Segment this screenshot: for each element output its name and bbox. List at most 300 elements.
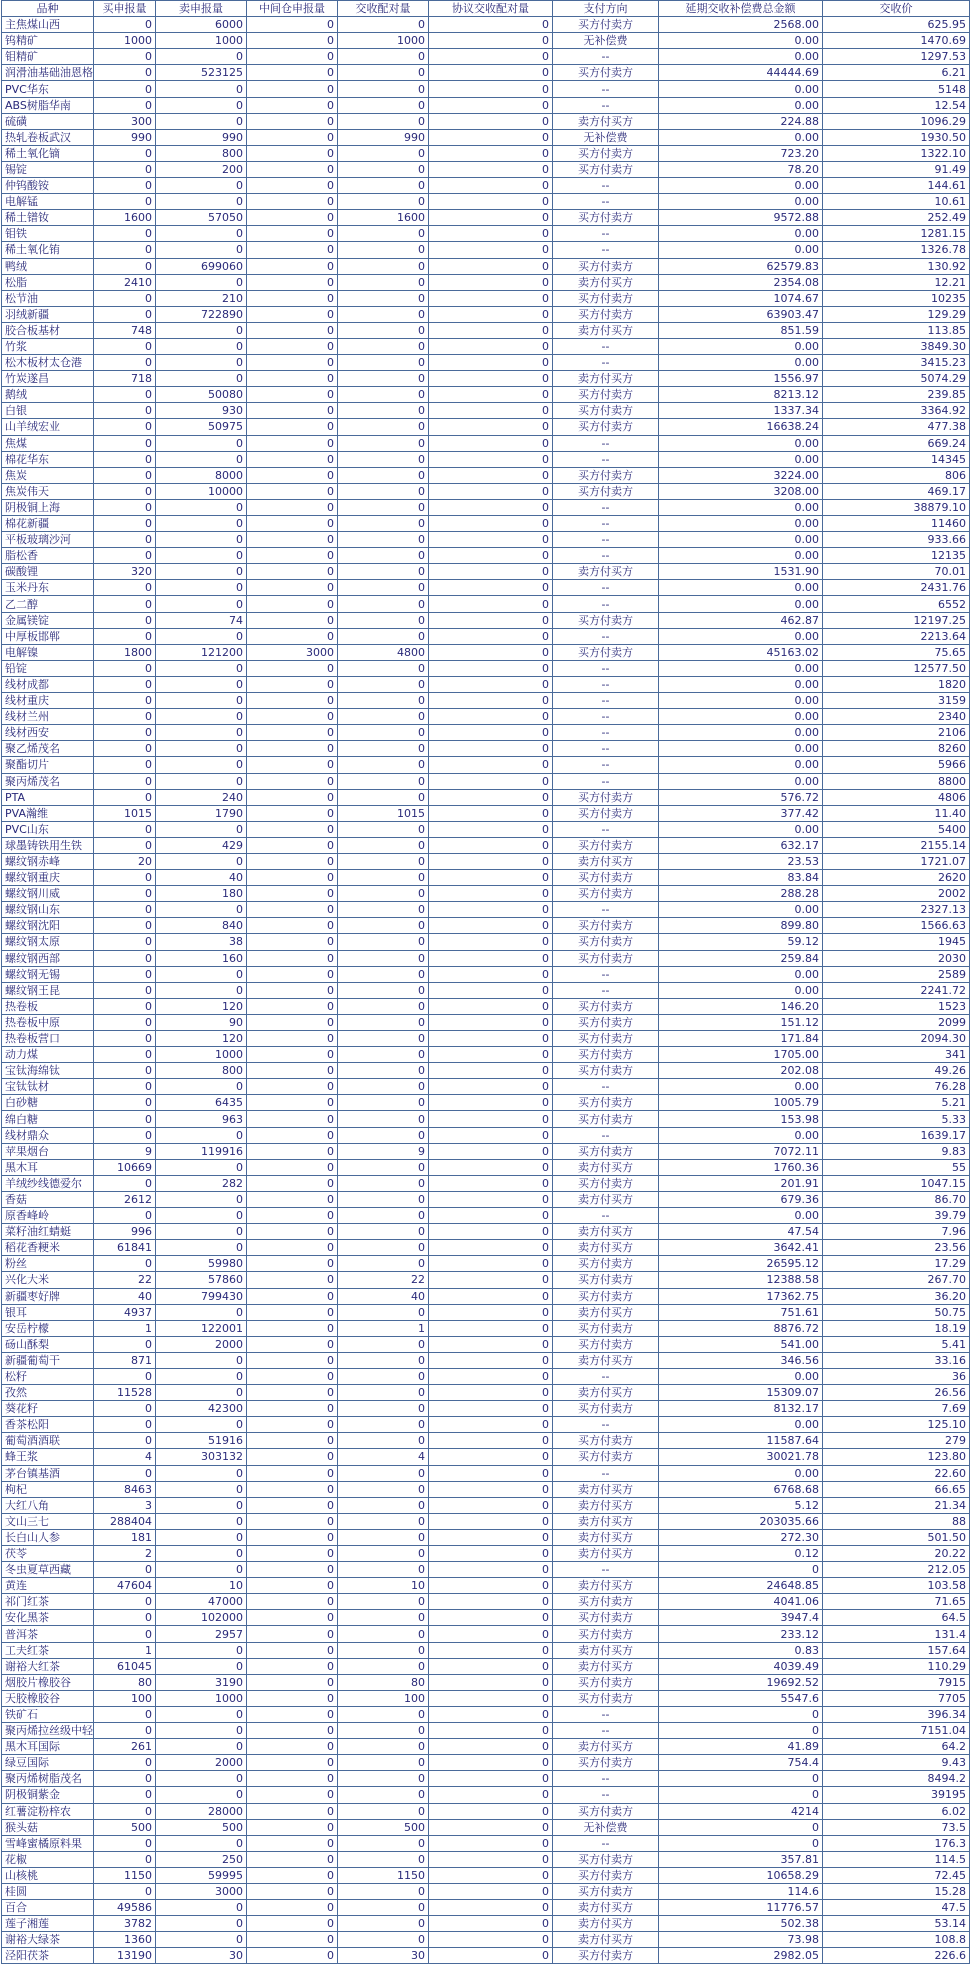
matched-qty-cell: 0 — [338, 757, 429, 773]
product-cell: 山羊绒宏业 — [2, 419, 94, 435]
pay-direction-cell: 买方付卖方 — [553, 1433, 659, 1449]
matched-qty-cell: 0 — [338, 274, 429, 290]
pay-direction-cell: 卖方付买方 — [553, 1224, 659, 1240]
compensation-amount-cell: 1005.79 — [659, 1095, 823, 1111]
matched-qty-cell: 0 — [338, 1610, 429, 1626]
matched-qty-cell: 0 — [338, 1497, 429, 1513]
middle-qty-cell: 0 — [247, 387, 338, 403]
table-row — [2, 1594, 970, 1610]
agreement-qty-cell: 0 — [429, 194, 553, 210]
matched-qty-cell: 0 — [338, 1787, 429, 1803]
compensation-amount-cell: 259.84 — [659, 950, 823, 966]
compensation-amount-cell: 30021.78 — [659, 1449, 823, 1465]
sell-qty-cell: 0 — [156, 194, 247, 210]
header-cell: 交收价 — [823, 1, 970, 17]
compensation-amount-cell: 8213.12 — [659, 387, 823, 403]
middle-qty-cell: 0 — [247, 966, 338, 982]
middle-qty-cell: 0 — [247, 1208, 338, 1224]
buy-qty-cell: 0 — [94, 516, 156, 532]
table-row — [2, 1433, 970, 1449]
product-cell: 螺纹钢山东 — [2, 902, 94, 918]
product-cell: 鸭绒 — [2, 258, 94, 274]
product-cell: 主焦煤山西 — [2, 17, 94, 33]
middle-qty-cell: 0 — [247, 1352, 338, 1368]
settlement-price-cell: 110.29 — [823, 1658, 970, 1674]
compensation-amount-cell: 357.81 — [659, 1851, 823, 1867]
matched-qty-cell: 0 — [338, 628, 429, 644]
agreement-qty-cell: 0 — [429, 1385, 553, 1401]
buy-qty-cell: 0 — [94, 1723, 156, 1739]
settlement-price-cell: 2106 — [823, 725, 970, 741]
table-row — [2, 532, 970, 548]
settlement-price-cell: 12.21 — [823, 274, 970, 290]
matched-qty-cell: 0 — [338, 934, 429, 950]
sell-qty-cell: 28000 — [156, 1803, 247, 1819]
table-row — [2, 966, 970, 982]
table-row — [2, 950, 970, 966]
buy-qty-cell: 0 — [94, 435, 156, 451]
pay-direction-cell: 卖方付买方 — [553, 1481, 659, 1497]
pay-direction-cell: 买方付卖方 — [553, 17, 659, 33]
buy-qty-cell: 0 — [94, 1336, 156, 1352]
product-cell: 润滑油基础油恩格 — [2, 65, 94, 81]
sell-qty-cell: 0 — [156, 821, 247, 837]
pay-direction-cell: 卖方付买方 — [553, 371, 659, 387]
compensation-amount-cell: 0.00 — [659, 97, 823, 113]
settlement-price-cell: 5400 — [823, 821, 970, 837]
product-cell: 棉花华东 — [2, 451, 94, 467]
product-cell: 螺纹钢无锡 — [2, 966, 94, 982]
settlement-price-cell: 71.65 — [823, 1594, 970, 1610]
settlement-price-cell: 2002 — [823, 886, 970, 902]
pay-direction-cell: 卖方付买方 — [553, 1191, 659, 1207]
table-row — [2, 1578, 970, 1594]
buy-qty-cell: 0 — [94, 966, 156, 982]
agreement-qty-cell: 0 — [429, 950, 553, 966]
buy-qty-cell: 11528 — [94, 1385, 156, 1401]
table-row — [2, 709, 970, 725]
product-cell: 电解镍 — [2, 644, 94, 660]
middle-qty-cell: 0 — [247, 1014, 338, 1030]
settlement-price-cell: 113.85 — [823, 322, 970, 338]
product-cell: 平板玻璃沙河 — [2, 532, 94, 548]
table-row — [2, 1031, 970, 1047]
compensation-amount-cell: 10658.29 — [659, 1867, 823, 1883]
matched-qty-cell: 1015 — [338, 805, 429, 821]
matched-qty-cell: 0 — [338, 419, 429, 435]
sell-qty-cell: 2000 — [156, 1755, 247, 1771]
table-row — [2, 210, 970, 226]
matched-qty-cell: 0 — [338, 483, 429, 499]
middle-qty-cell: 0 — [247, 1368, 338, 1384]
sell-qty-cell: 6000 — [156, 17, 247, 33]
buy-qty-cell: 0 — [94, 1465, 156, 1481]
middle-qty-cell: 0 — [247, 435, 338, 451]
middle-qty-cell: 0 — [247, 950, 338, 966]
pay-direction-cell: 卖方付买方 — [553, 1240, 659, 1256]
agreement-qty-cell: 0 — [429, 355, 553, 371]
sell-qty-cell: 0 — [156, 1642, 247, 1658]
pay-direction-cell: -- — [553, 693, 659, 709]
sell-qty-cell: 0 — [156, 628, 247, 644]
buy-qty-cell: 0 — [94, 1594, 156, 1610]
sell-qty-cell: 0 — [156, 902, 247, 918]
middle-qty-cell: 0 — [247, 789, 338, 805]
sell-qty-cell: 0 — [156, 982, 247, 998]
matched-qty-cell: 0 — [338, 1224, 429, 1240]
agreement-qty-cell: 0 — [429, 1642, 553, 1658]
matched-qty-cell: 4 — [338, 1449, 429, 1465]
header-cell: 买申报量 — [94, 1, 156, 17]
compensation-amount-cell: 233.12 — [659, 1626, 823, 1642]
table-row — [2, 1449, 970, 1465]
table-row — [2, 1497, 970, 1513]
buy-qty-cell: 1150 — [94, 1867, 156, 1883]
agreement-qty-cell: 0 — [429, 387, 553, 403]
sell-qty-cell: 429 — [156, 837, 247, 853]
buy-qty-cell: 2612 — [94, 1191, 156, 1207]
buy-qty-cell: 0 — [94, 1208, 156, 1224]
agreement-qty-cell: 0 — [429, 837, 553, 853]
table-row — [2, 1690, 970, 1706]
product-cell: 新疆葡萄干 — [2, 1352, 94, 1368]
middle-qty-cell: 0 — [247, 1835, 338, 1851]
middle-qty-cell: 0 — [247, 65, 338, 81]
pay-direction-cell: 卖方付买方 — [553, 1932, 659, 1948]
matched-qty-cell: 0 — [338, 1304, 429, 1320]
table-row — [2, 1385, 970, 1401]
middle-qty-cell: 0 — [247, 306, 338, 322]
middle-qty-cell: 0 — [247, 693, 338, 709]
pay-direction-cell: -- — [553, 1787, 659, 1803]
middle-qty-cell: 0 — [247, 1175, 338, 1191]
agreement-qty-cell: 0 — [429, 789, 553, 805]
table-row — [2, 596, 970, 612]
matched-qty-cell: 0 — [338, 1465, 429, 1481]
middle-qty-cell: 0 — [247, 532, 338, 548]
buy-qty-cell: 0 — [94, 1803, 156, 1819]
compensation-amount-cell: 0.00 — [659, 725, 823, 741]
buy-qty-cell: 0 — [94, 403, 156, 419]
sell-qty-cell: 0 — [156, 1352, 247, 1368]
agreement-qty-cell: 0 — [429, 1867, 553, 1883]
table-row — [2, 1401, 970, 1417]
settlement-price-cell: 47.5 — [823, 1900, 970, 1916]
sell-qty-cell: 102000 — [156, 1610, 247, 1626]
pay-direction-cell: 无补偿费 — [553, 1819, 659, 1835]
product-cell: 烟胶片橡胶谷 — [2, 1674, 94, 1690]
compensation-amount-cell: 203035.66 — [659, 1513, 823, 1529]
middle-qty-cell: 0 — [247, 1079, 338, 1095]
compensation-amount-cell: 679.36 — [659, 1191, 823, 1207]
pay-direction-cell: 卖方付买方 — [553, 1900, 659, 1916]
middle-qty-cell: 0 — [247, 371, 338, 387]
pay-direction-cell: 卖方付买方 — [553, 1385, 659, 1401]
matched-qty-cell: 0 — [338, 145, 429, 161]
buy-qty-cell: 0 — [94, 1031, 156, 1047]
matched-qty-cell: 0 — [338, 1706, 429, 1722]
settlement-price-cell: 88 — [823, 1513, 970, 1529]
settlement-price-cell: 396.34 — [823, 1706, 970, 1722]
compensation-amount-cell: 17362.75 — [659, 1288, 823, 1304]
matched-qty-cell: 0 — [338, 741, 429, 757]
matched-qty-cell: 0 — [338, 1191, 429, 1207]
settlement-price-cell: 8494.2 — [823, 1771, 970, 1787]
agreement-qty-cell: 0 — [429, 1401, 553, 1417]
settlement-price-cell: 2155.14 — [823, 837, 970, 853]
compensation-amount-cell: 0.00 — [659, 516, 823, 532]
middle-qty-cell: 0 — [247, 1851, 338, 1867]
pay-direction-cell: 卖方付买方 — [553, 1529, 659, 1545]
settlement-price-cell: 5148 — [823, 81, 970, 97]
agreement-qty-cell: 0 — [429, 1835, 553, 1851]
table-row — [2, 902, 970, 918]
matched-qty-cell: 10 — [338, 1578, 429, 1594]
compensation-amount-cell: 114.6 — [659, 1883, 823, 1899]
pay-direction-cell: 买方付卖方 — [553, 886, 659, 902]
compensation-amount-cell: 44444.69 — [659, 65, 823, 81]
settlement-price-cell: 1721.07 — [823, 853, 970, 869]
sell-qty-cell: 963 — [156, 1111, 247, 1127]
buy-qty-cell: 300 — [94, 113, 156, 129]
agreement-qty-cell: 0 — [429, 1851, 553, 1867]
table-row — [2, 773, 970, 789]
table-row — [2, 242, 970, 258]
product-cell: 线材兰州 — [2, 709, 94, 725]
product-cell: 天胶橡胶谷 — [2, 1690, 94, 1706]
pay-direction-cell: 卖方付买方 — [553, 1159, 659, 1175]
matched-qty-cell: 0 — [338, 886, 429, 902]
agreement-qty-cell: 0 — [429, 1513, 553, 1529]
product-cell: 聚酯切片 — [2, 757, 94, 773]
matched-qty-cell: 990 — [338, 129, 429, 145]
buy-qty-cell: 0 — [94, 837, 156, 853]
sell-qty-cell: 2000 — [156, 1336, 247, 1352]
agreement-qty-cell: 0 — [429, 821, 553, 837]
pay-direction-cell: 卖方付买方 — [553, 1304, 659, 1320]
table-row — [2, 435, 970, 451]
product-cell: 祁门红茶 — [2, 1594, 94, 1610]
agreement-qty-cell: 0 — [429, 853, 553, 869]
buy-qty-cell: 0 — [94, 194, 156, 210]
sell-qty-cell: 0 — [156, 178, 247, 194]
agreement-qty-cell: 0 — [429, 757, 553, 773]
agreement-qty-cell: 0 — [429, 1771, 553, 1787]
compensation-amount-cell: 12388.58 — [659, 1272, 823, 1288]
settlement-price-cell: 86.70 — [823, 1191, 970, 1207]
product-cell: 松节油 — [2, 290, 94, 306]
compensation-amount-cell: 0.00 — [659, 532, 823, 548]
buy-qty-cell: 0 — [94, 870, 156, 886]
sell-qty-cell: 47000 — [156, 1594, 247, 1610]
table-row — [2, 258, 970, 274]
middle-qty-cell: 0 — [247, 1127, 338, 1143]
matched-qty-cell: 0 — [338, 1240, 429, 1256]
middle-qty-cell: 0 — [247, 1529, 338, 1545]
sell-qty-cell: 0 — [156, 741, 247, 757]
product-cell: 粉丝 — [2, 1256, 94, 1272]
buy-qty-cell: 0 — [94, 242, 156, 258]
table-row — [2, 757, 970, 773]
table-row — [2, 1546, 970, 1562]
sell-qty-cell: 0 — [156, 1835, 247, 1851]
compensation-amount-cell: 62579.83 — [659, 258, 823, 274]
middle-qty-cell: 0 — [247, 741, 338, 757]
middle-qty-cell: 0 — [247, 129, 338, 145]
compensation-amount-cell: 0 — [659, 1723, 823, 1739]
pay-direction-cell: 卖方付买方 — [553, 322, 659, 338]
table-row — [2, 1932, 970, 1948]
agreement-qty-cell: 0 — [429, 1063, 553, 1079]
middle-qty-cell: 0 — [247, 564, 338, 580]
pay-direction-cell: 买方付卖方 — [553, 258, 659, 274]
settlement-price-cell: 23.56 — [823, 1240, 970, 1256]
matched-qty-cell: 0 — [338, 1658, 429, 1674]
agreement-qty-cell: 0 — [429, 982, 553, 998]
sell-qty-cell: 500 — [156, 1819, 247, 1835]
buy-qty-cell: 0 — [94, 258, 156, 274]
pay-direction-cell: 卖方付买方 — [553, 1352, 659, 1368]
matched-qty-cell: 0 — [338, 1127, 429, 1143]
product-cell: 螺纹钢王昆 — [2, 982, 94, 998]
table-row — [2, 161, 970, 177]
product-cell: 绿豆国际 — [2, 1755, 94, 1771]
product-cell: 黄连 — [2, 1578, 94, 1594]
table-row — [2, 821, 970, 837]
buy-qty-cell: 0 — [94, 1417, 156, 1433]
settlement-price-cell: 7.69 — [823, 1401, 970, 1417]
pay-direction-cell: 买方付卖方 — [553, 1095, 659, 1111]
table-row — [2, 805, 970, 821]
sell-qty-cell: 0 — [156, 1208, 247, 1224]
matched-qty-cell: 0 — [338, 403, 429, 419]
product-cell: 聚乙烯茂名 — [2, 741, 94, 757]
table-row — [2, 403, 970, 419]
compensation-amount-cell: 15309.07 — [659, 1385, 823, 1401]
middle-qty-cell: 0 — [247, 81, 338, 97]
sell-qty-cell: 0 — [156, 1900, 247, 1916]
buy-qty-cell: 8463 — [94, 1481, 156, 1497]
middle-qty-cell: 0 — [247, 1272, 338, 1288]
agreement-qty-cell: 0 — [429, 516, 553, 532]
middle-qty-cell: 0 — [247, 1867, 338, 1883]
compensation-amount-cell: 288.28 — [659, 886, 823, 902]
table-row — [2, 1111, 970, 1127]
matched-qty-cell: 0 — [338, 1031, 429, 1047]
sell-qty-cell: 0 — [156, 435, 247, 451]
pay-direction-cell: 买方付卖方 — [553, 1031, 659, 1047]
compensation-amount-cell: 0.00 — [659, 902, 823, 918]
pay-direction-cell: -- — [553, 81, 659, 97]
agreement-qty-cell: 0 — [429, 499, 553, 515]
compensation-amount-cell: 272.30 — [659, 1529, 823, 1545]
settlement-price-cell: 22.60 — [823, 1465, 970, 1481]
compensation-amount-cell: 151.12 — [659, 1014, 823, 1030]
matched-qty-cell: 4800 — [338, 644, 429, 660]
buy-qty-cell: 320 — [94, 564, 156, 580]
compensation-amount-cell: 462.87 — [659, 612, 823, 628]
middle-qty-cell: 0 — [247, 1256, 338, 1272]
sell-qty-cell: 0 — [156, 1546, 247, 1562]
settlement-price-cell: 38879.10 — [823, 499, 970, 515]
matched-qty-cell: 0 — [338, 1159, 429, 1175]
matched-qty-cell: 0 — [338, 660, 429, 676]
buy-qty-cell: 748 — [94, 322, 156, 338]
sell-qty-cell: 0 — [156, 1079, 247, 1095]
table-row — [2, 1368, 970, 1384]
sell-qty-cell: 0 — [156, 757, 247, 773]
agreement-qty-cell: 0 — [429, 1368, 553, 1384]
table-row — [2, 853, 970, 869]
sell-qty-cell: 0 — [156, 242, 247, 258]
agreement-qty-cell: 0 — [429, 1079, 553, 1095]
buy-qty-cell: 0 — [94, 81, 156, 97]
agreement-qty-cell: 0 — [429, 548, 553, 564]
table-row — [2, 1739, 970, 1755]
settlement-price-cell: 212.05 — [823, 1562, 970, 1578]
pay-direction-cell: -- — [553, 242, 659, 258]
pay-direction-cell: -- — [553, 516, 659, 532]
table-row — [2, 998, 970, 1014]
middle-qty-cell: 0 — [247, 998, 338, 1014]
pay-direction-cell: -- — [553, 821, 659, 837]
agreement-qty-cell: 0 — [429, 1529, 553, 1545]
middle-qty-cell: 0 — [247, 837, 338, 853]
table-row — [2, 1948, 970, 1964]
header-cell: 协议交收配对量 — [429, 1, 553, 17]
agreement-qty-cell: 0 — [429, 1594, 553, 1610]
product-cell: 松脂 — [2, 274, 94, 290]
table-row — [2, 1014, 970, 1030]
pay-direction-cell: 买方付卖方 — [553, 1014, 659, 1030]
agreement-qty-cell: 0 — [429, 1803, 553, 1819]
middle-qty-cell: 0 — [247, 403, 338, 419]
buy-qty-cell: 61045 — [94, 1658, 156, 1674]
settlement-price-cell: 933.66 — [823, 532, 970, 548]
middle-qty-cell: 0 — [247, 467, 338, 483]
product-cell: PVC山东 — [2, 821, 94, 837]
middle-qty-cell: 0 — [247, 1465, 338, 1481]
sell-qty-cell: 0 — [156, 97, 247, 113]
table-row — [2, 1819, 970, 1835]
pay-direction-cell: 买方付卖方 — [553, 467, 659, 483]
sell-qty-cell: 3000 — [156, 1883, 247, 1899]
settlement-price-cell: 1281.15 — [823, 226, 970, 242]
buy-qty-cell: 0 — [94, 998, 156, 1014]
compensation-amount-cell: 502.38 — [659, 1916, 823, 1932]
agreement-qty-cell: 0 — [429, 1224, 553, 1240]
table-row — [2, 290, 970, 306]
product-cell: 鹅绒 — [2, 387, 94, 403]
settlement-price-cell: 1096.29 — [823, 113, 970, 129]
sell-qty-cell: 1000 — [156, 1047, 247, 1063]
matched-qty-cell: 0 — [338, 97, 429, 113]
compensation-amount-cell: 2568.00 — [659, 17, 823, 33]
sell-qty-cell: 240 — [156, 789, 247, 805]
sell-qty-cell: 121200 — [156, 644, 247, 660]
pay-direction-cell: -- — [553, 580, 659, 596]
matched-qty-cell: 0 — [338, 516, 429, 532]
matched-qty-cell: 0 — [338, 17, 429, 33]
middle-qty-cell: 0 — [247, 194, 338, 210]
settlement-price-cell: 49.26 — [823, 1063, 970, 1079]
pay-direction-cell: 买方付卖方 — [553, 612, 659, 628]
settlement-price-cell: 2094.30 — [823, 1031, 970, 1047]
product-cell: 白砂糖 — [2, 1095, 94, 1111]
compensation-amount-cell: 0 — [659, 1771, 823, 1787]
settlement-price-cell: 36 — [823, 1368, 970, 1384]
settlement-price-cell: 279 — [823, 1433, 970, 1449]
